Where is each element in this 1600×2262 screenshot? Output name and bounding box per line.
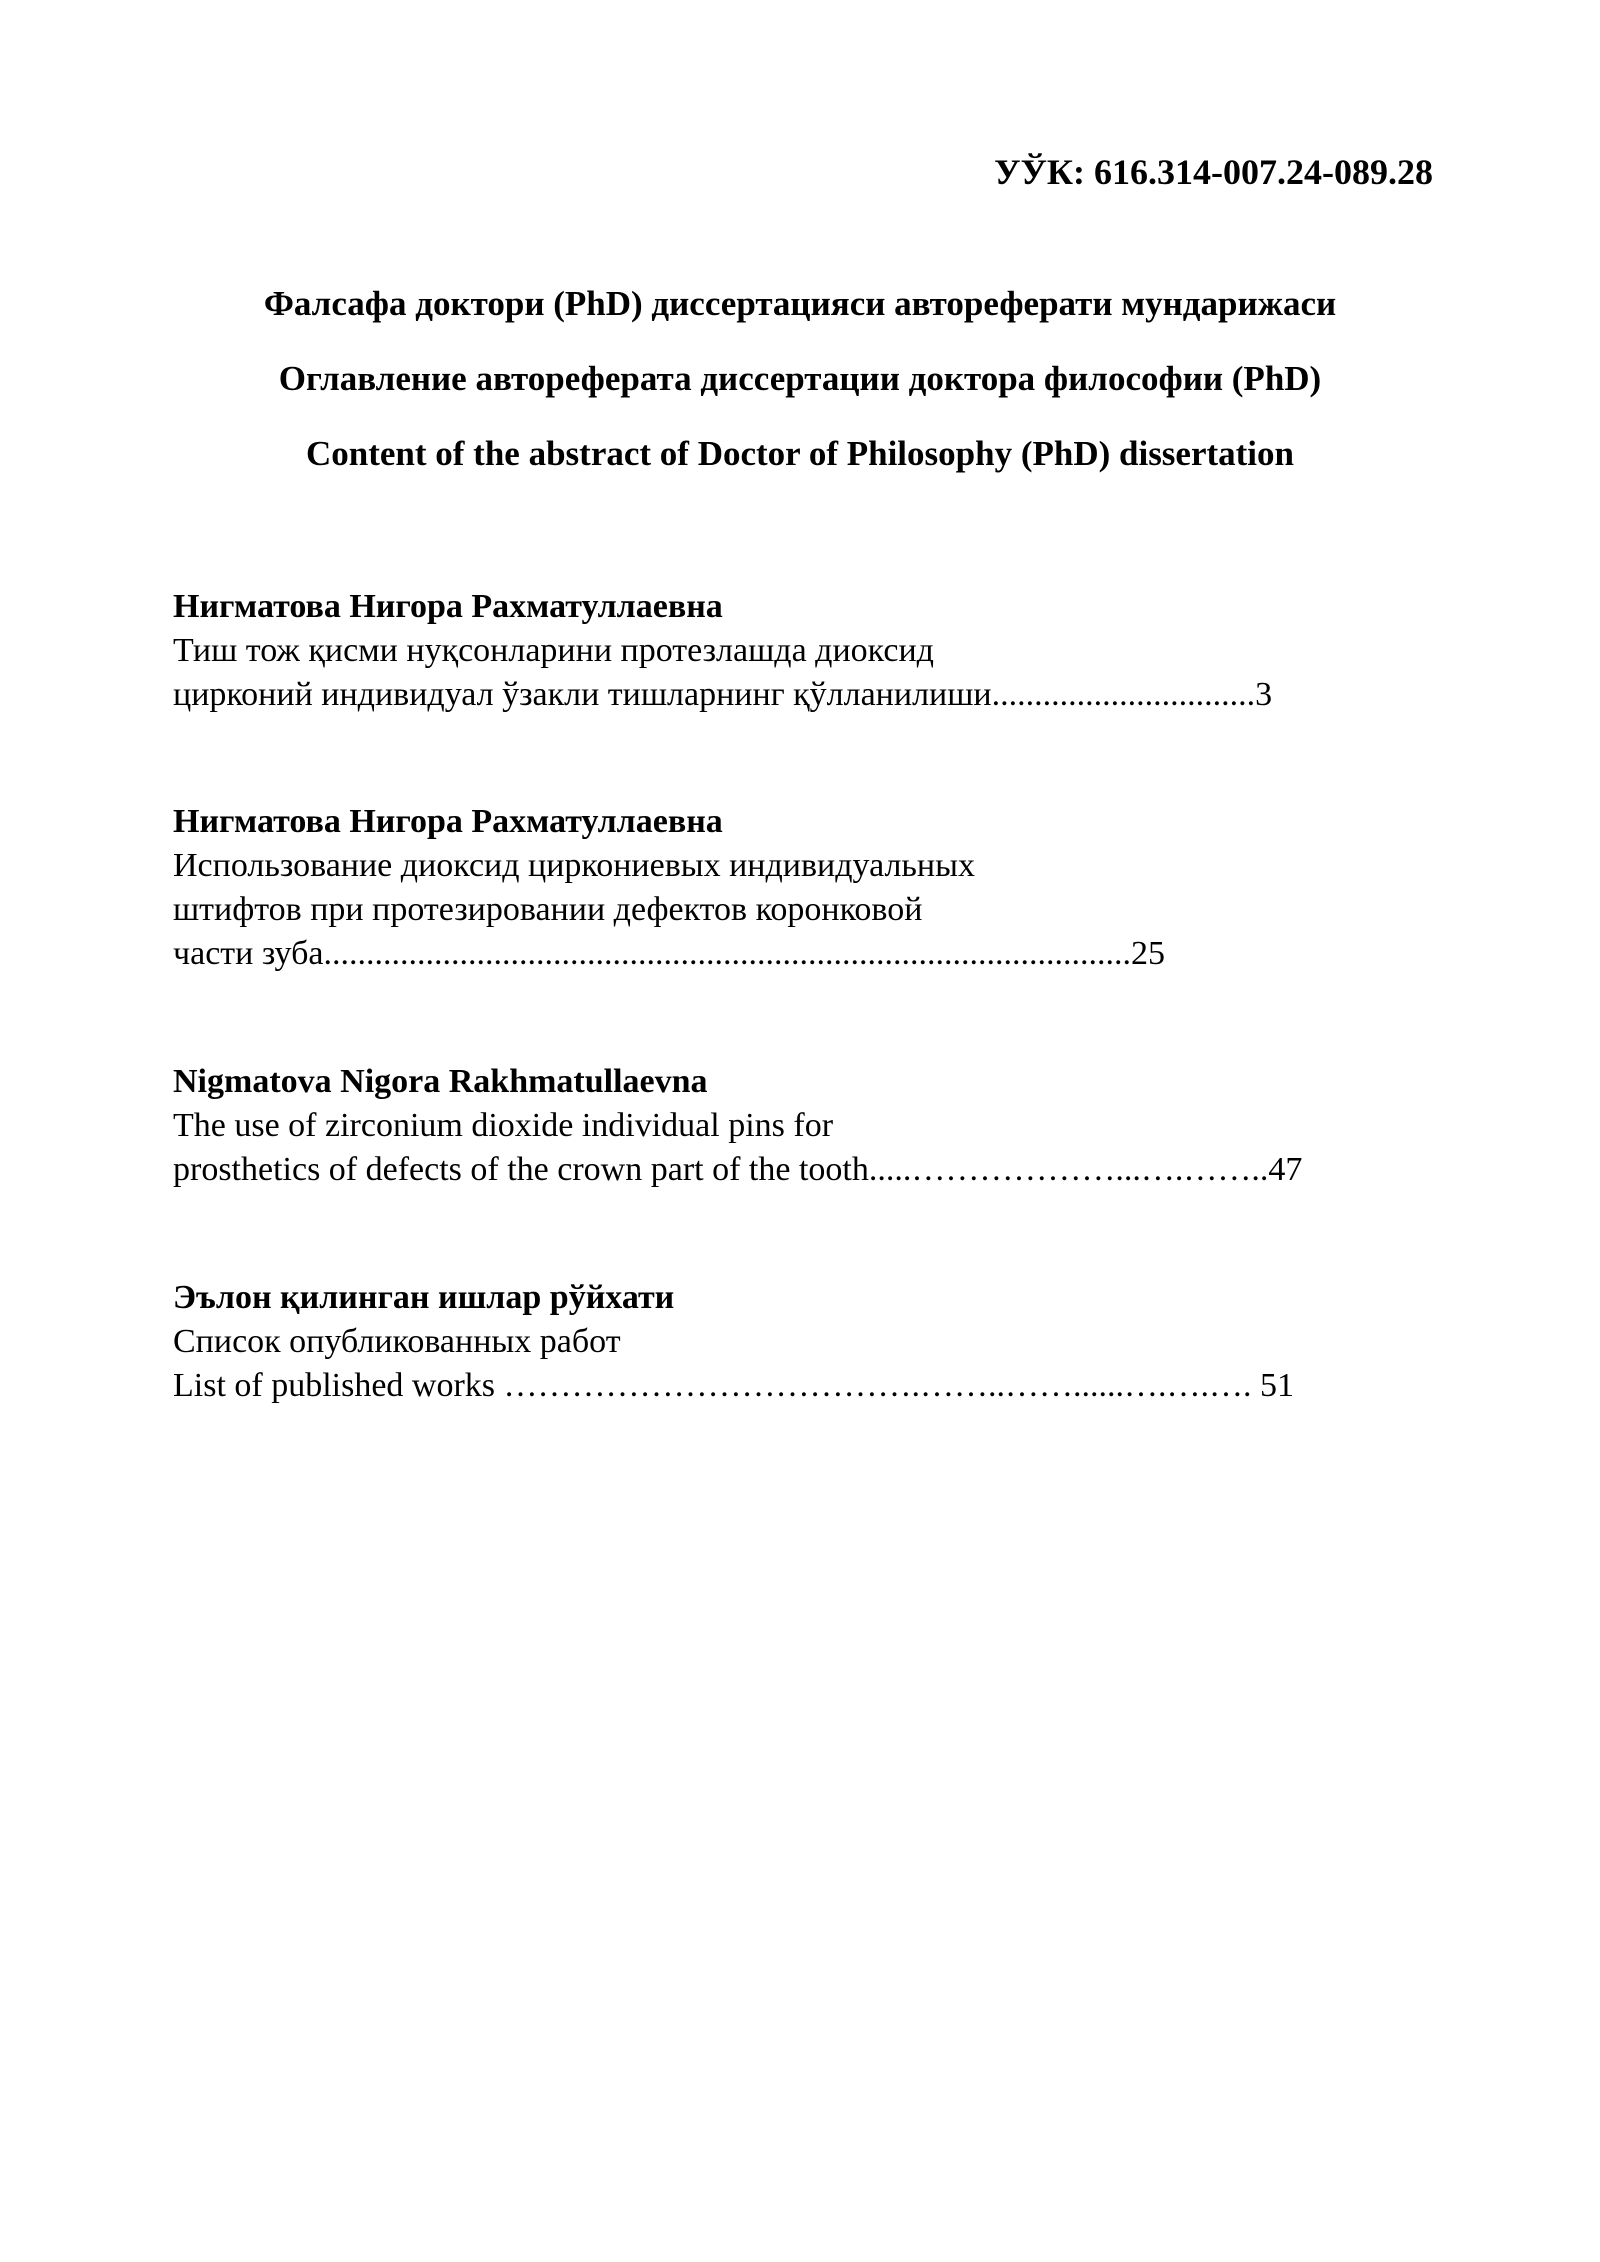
toc-entry-line: цирконий индивидуал ўзакли тишларнинг қўлланилиши...............................3: [173, 676, 1273, 713]
toc-entry: [173, 1276, 1433, 1408]
toc-entry: [173, 1060, 1433, 1192]
udk-code: УЎК: 616.314-007.24-089.28: [994, 152, 1433, 192]
title-uzbek: Фалсафа доктори (PhD) диссертацияси автореферати мундарижаси: [263, 284, 1337, 323]
toc-entry-author: Nigmatova Nigora Rakhmatullaevna: [173, 1063, 708, 1100]
toc-entry-line: List of published works ……………………………….……..……......….….…. 51: [173, 1367, 1295, 1404]
toc-entry-line: Список опубликованных работ: [173, 1323, 621, 1360]
toc-entry: [173, 800, 1433, 976]
title-russian: Оглавление автореферата диссертации доктора философии (PhD): [278, 359, 1322, 398]
toc-section-heading: Эълон қилинган ишлар рўйхати: [173, 1279, 675, 1316]
toc-entry-line: штифтов при протезировании дефектов коронковой: [173, 891, 923, 928]
toc-entry-line: Тиш тож қисми нуқсонларини протезлашда диоксид: [173, 632, 934, 669]
toc-entry-line: Использование диоксид циркониевых индивидуальных: [173, 847, 975, 884]
title-block: [0, 266, 1600, 491]
title-english: Content of the abstract of Doctor of Philosophy (PhD) dissertation: [305, 434, 1295, 473]
toc-entry: [173, 585, 1433, 717]
toc-entry-author: Нигматова Нигора Рахматуллаевна: [173, 803, 723, 840]
toc-entry-line: prosthetics of defects of the crown part of the tooth.....………………...….……..47: [173, 1151, 1303, 1188]
toc-entry-line: части зуба...............................................................................................25: [173, 935, 1165, 972]
table-of-contents: [173, 585, 1433, 1408]
toc-entry-line: The use of zirconium dioxide individual pins for: [173, 1107, 834, 1144]
toc-entry-author: Нигматова Нигора Рахматуллаевна: [173, 588, 723, 625]
